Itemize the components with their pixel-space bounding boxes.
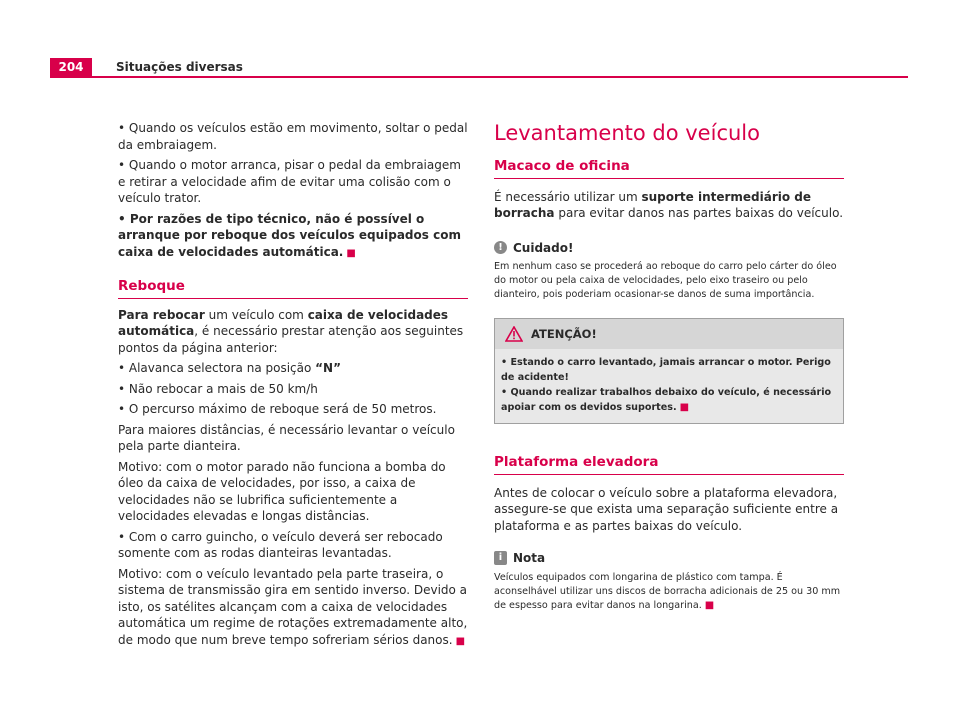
page-number: 204 — [50, 58, 92, 76]
end-mark-icon: ■ — [704, 599, 715, 611]
paragraph-motivo-2: Motivo: com o veículo levantado pela parte traseira, o sistema de transmissão gira em sentido inverso. Devido a isto, os satélites alcançam com a caixa de velocidades automática um regime de rotações extremadamente alto, de modo que num breve tempo sofreriam sérios danos. ■ — [118, 566, 468, 647]
end-mark-icon: ■ — [346, 247, 356, 259]
warning-header — [495, 319, 843, 349]
warning-title: ATENÇÃO! — [531, 326, 597, 341]
page-header — [50, 58, 908, 78]
plataforma-text: Antes de colocar o veículo sobre a plataforma elevadora, assegure-se que exista uma separação suficiente entre a plataforma e as partes baixas do veículo. — [494, 485, 839, 533]
nota-title: i Nota — [494, 550, 844, 567]
paragraph-guincho: • Com o carro guincho, o veículo deverá ser rebocado somente com as rodas dianteiras levantadas. — [118, 529, 443, 560]
macaco-text: É necessário utilizar um suporte intermediário de borracha para evitar danos nas partes baixas do veículo. — [494, 189, 844, 220]
paragraph-distances: Para maiores distâncias, é necessário levantar o veículo pela parte dianteira. — [118, 422, 455, 453]
bullet-selector: • Alavanca selectora na posição “N” — [118, 361, 341, 375]
bullet-distance: • O percurso máximo de reboque será de 50 metros. — [118, 402, 437, 416]
end-mark-icon: ■ — [455, 635, 466, 647]
warning-box — [494, 318, 844, 424]
reboque-heading: Reboque — [118, 278, 468, 299]
warning-body — [495, 349, 843, 423]
nota-text: Veículos equipados com longarina de plástico com tampa. É aconselhável utilizar uns discos de borracha adicionais de 25 ou 30 mm de espesso para evitar danos na longarina. ■ — [494, 571, 841, 611]
section-title: Situações diversas — [116, 60, 243, 74]
macaco-heading: Macaco de oficina — [494, 158, 844, 179]
bullet-speed: • Não rebocar a mais de 50 km/h — [118, 381, 318, 396]
paragraph-automatic-note: • Por razões de tipo técnico, não é possível o arranque por reboque dos veículos equipados com caixa de velocidades automática. ■ — [118, 211, 461, 259]
plataforma-heading: Plataforma elevadora — [494, 454, 844, 475]
right-column — [494, 120, 844, 617]
left-column — [118, 120, 468, 654]
cuidado-title: ! Cuidado! — [494, 240, 844, 257]
caution-icon: ! — [494, 241, 507, 254]
page-title: Levantamento do veículo — [494, 121, 760, 145]
cuidado-text: Em nenhum caso se procederá ao reboque do carro pelo cárter do óleo do motor ou pela caixa de velocidades, pelo eixo traseiro ou pelo dianteiro, pois poderiam ocasionar-se danos de suma importância. — [494, 261, 837, 300]
paragraph-motivo-1: Motivo: com o motor parado não funciona a bomba do óleo da caixa de velocidades, por isso, a caixa de velocidades não se lubrifica suficientemente a velocidades elevadas e longas distâncias. — [118, 459, 446, 523]
header-rule — [50, 76, 908, 78]
end-mark-icon: ■ — [679, 402, 690, 413]
warning-triangle-icon — [505, 326, 523, 342]
warning-item-1: • Estando o carro levantado, jamais arrancar o motor. Perigo de acidente! — [501, 357, 831, 383]
warning-item-2: • Quando realizar trabalhos debaixo do veículo, é necessário apoiar com os devidos suportes. ■ — [501, 387, 832, 413]
reboque-intro: Para rebocar um veículo com caixa de velocidades automática, é necessário prestar atenção aos seguintes pontos da página anterior: — [118, 307, 464, 355]
note-icon: i — [494, 551, 507, 565]
paragraph-motor-start: • Quando o motor arranca, pisar o pedal da embraiagem e retirar a velocidade afim de evitar uma colisão com o veículo trator. — [118, 158, 461, 205]
paragraph-clutch: • Quando os veículos estão em movimento, soltar o pedal da embraiagem. — [118, 121, 468, 152]
